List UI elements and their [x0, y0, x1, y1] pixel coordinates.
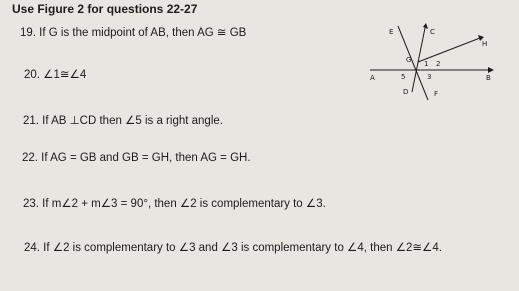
arrowhead-b	[488, 67, 494, 73]
point-label-f: F	[434, 90, 439, 98]
point-label-b: B	[486, 74, 491, 82]
point-label-e: E	[389, 28, 394, 36]
ray-gh	[418, 38, 480, 62]
question-19: 19. If G is the midpoint of AB, then AG ≅ GB	[20, 27, 247, 39]
point-label-d: D	[403, 88, 409, 96]
worksheet-header: Use Figure 2 for questions 22-27	[12, 2, 198, 16]
point-label-g: G	[406, 56, 412, 64]
question-24: 24. If ∠2 is complementary to ∠3 and ∠3 is complementary to ∠4, then ∠2≅∠4.	[24, 242, 442, 254]
figure-2-diagram	[370, 22, 510, 104]
question-21: 21. If AB ⊥CD then ∠5 is a right angle.	[23, 115, 223, 127]
question-22: 22. If AG = GB and GB = GH, then AG = GH.	[22, 152, 251, 164]
angle-label-3: 3	[427, 73, 432, 81]
angle-label-5: 5	[401, 73, 406, 81]
question-23: 23. If m∠2 + m∠3 = 90°, then ∠2 is complementary to ∠3.	[23, 198, 326, 210]
angle-label-2: 2	[436, 60, 441, 68]
point-label-a: A	[370, 74, 375, 82]
question-20: 20. ∠1≅∠4	[24, 69, 87, 81]
angle-label-1: 1	[424, 60, 429, 68]
arrowhead-c	[423, 23, 428, 29]
point-label-c: C	[430, 28, 435, 36]
point-label-h: H	[482, 40, 488, 48]
